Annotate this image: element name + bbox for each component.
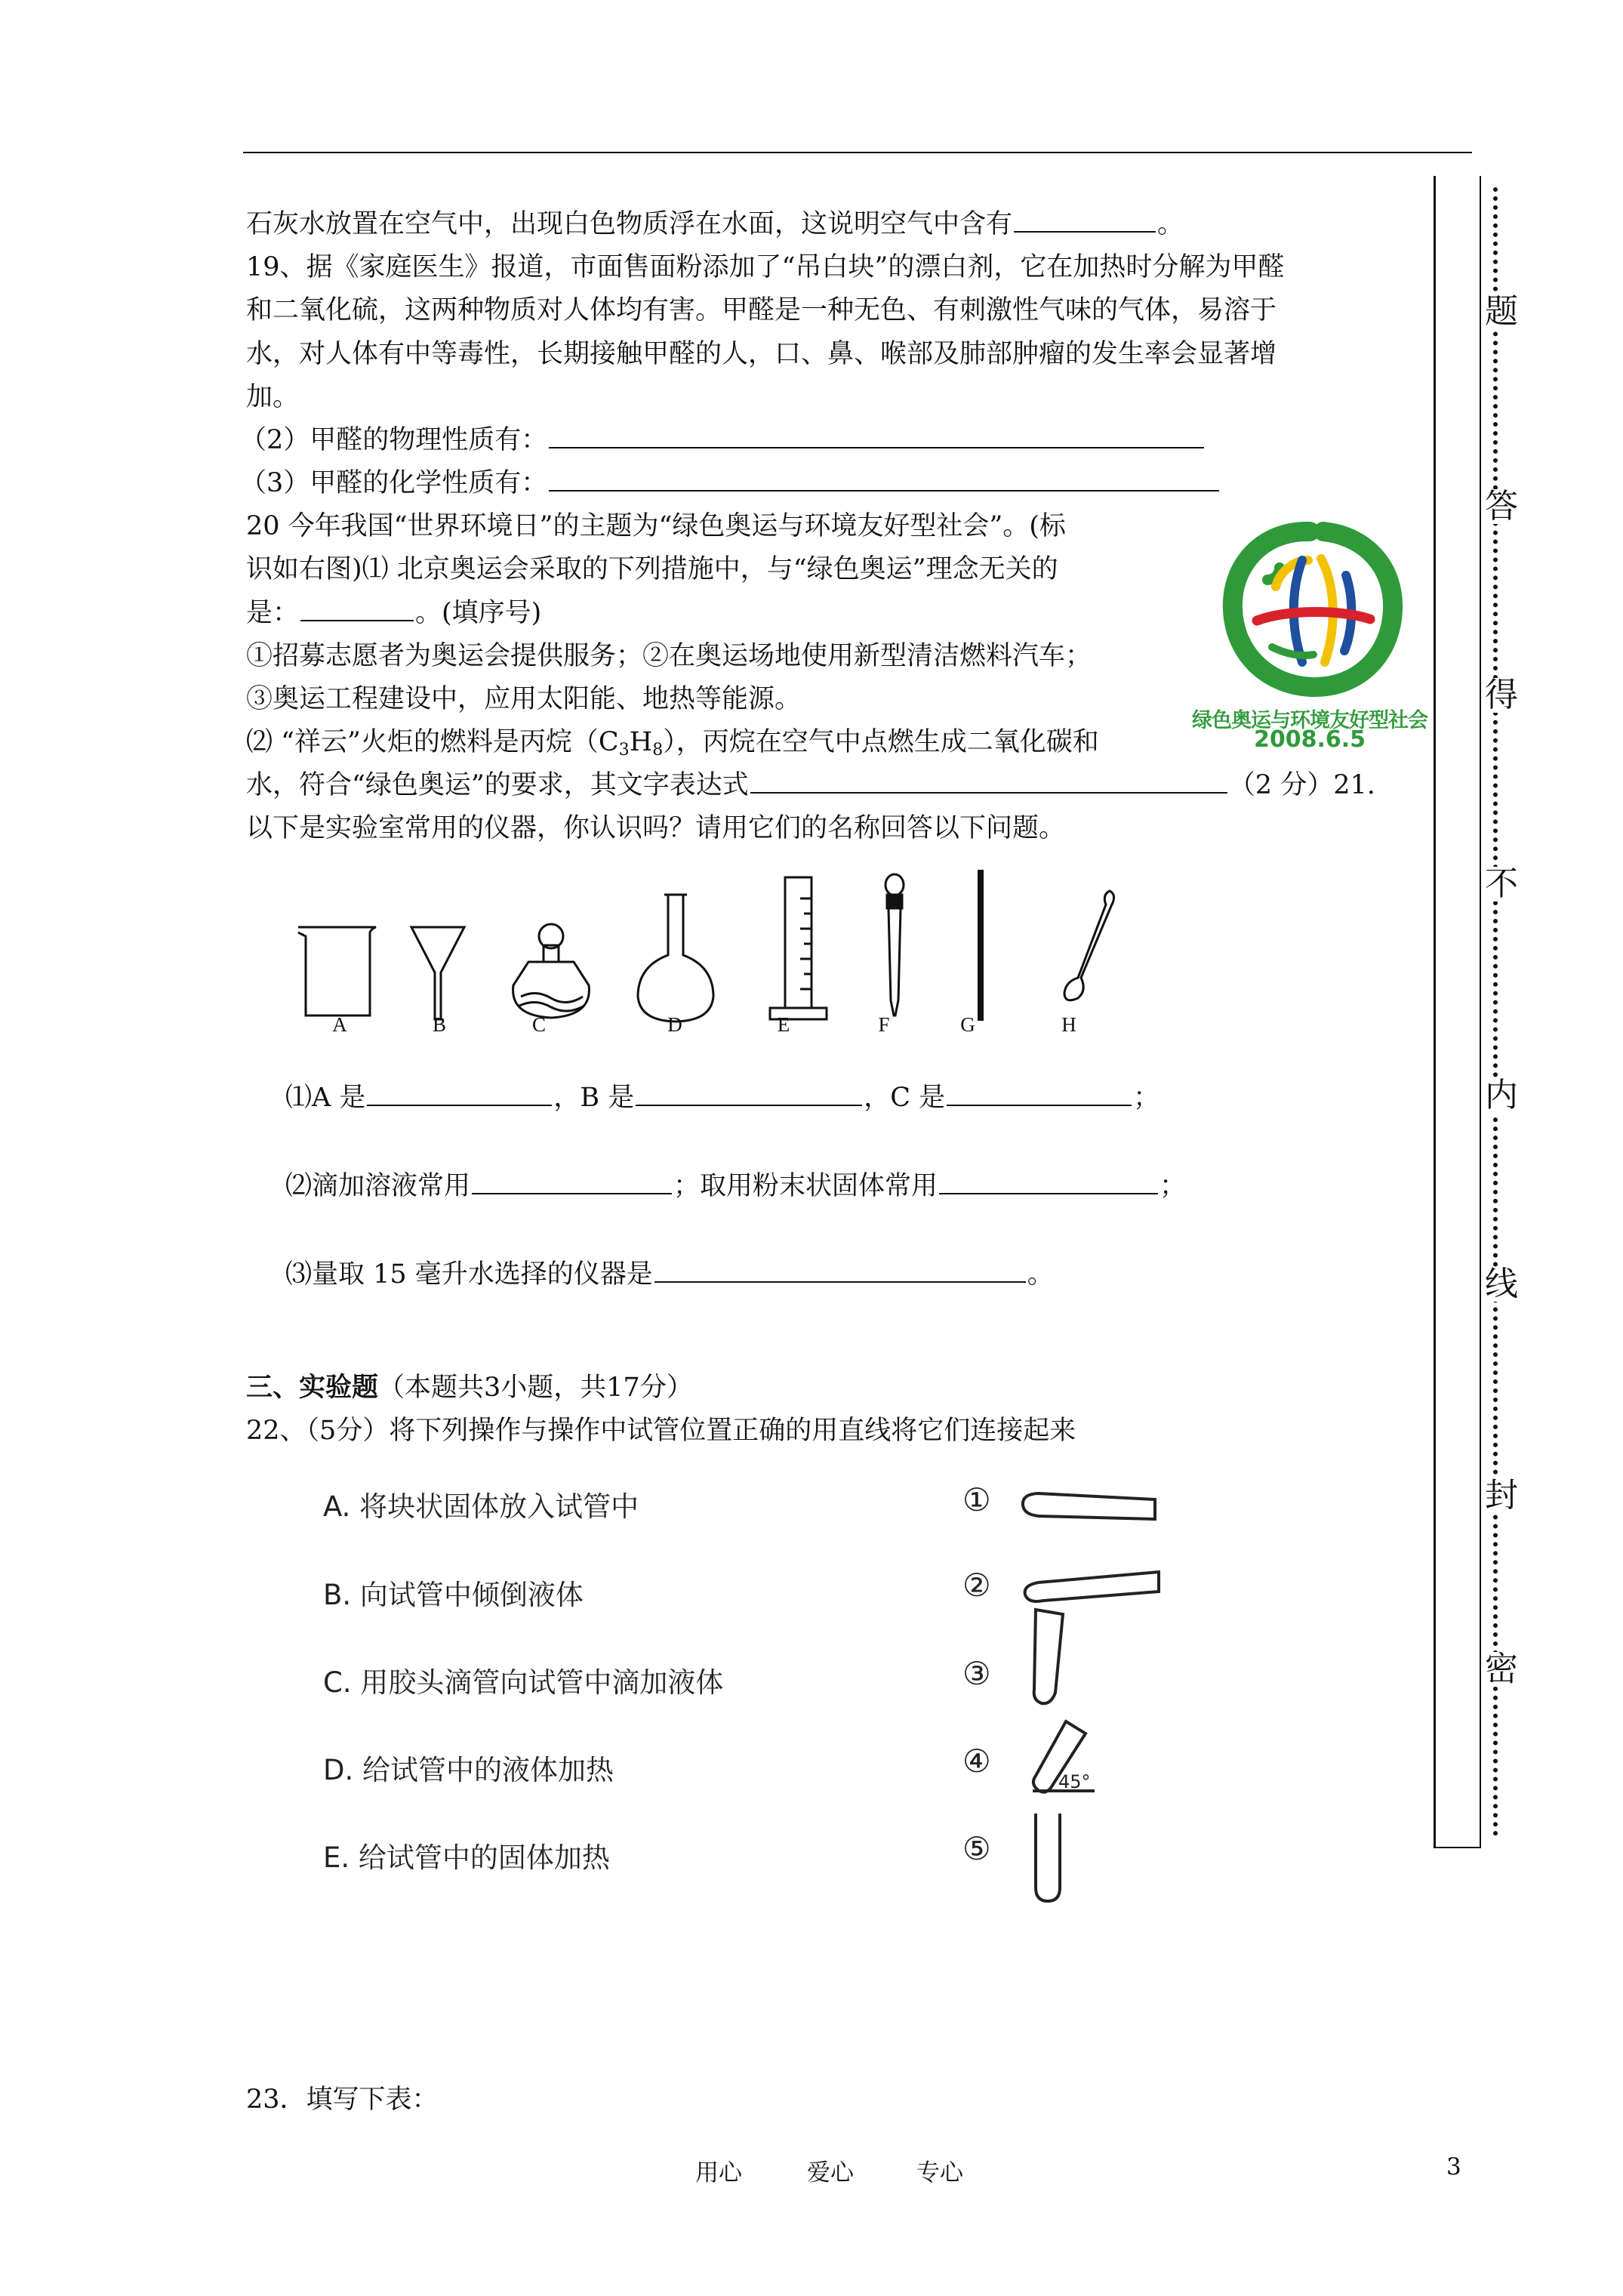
binding-dotted-line bbox=[1493, 187, 1498, 1837]
instrument-label: G bbox=[960, 1013, 975, 1036]
q19-text: 水，对人体有中等毒性，长期接触甲醛的人，口、鼻、喉部及肺部肿瘤的发生率会显著增 bbox=[246, 339, 1277, 369]
position-number: ② bbox=[962, 1567, 991, 1604]
instrument-label: A bbox=[332, 1013, 347, 1036]
binding-char: 线 bbox=[1485, 1265, 1518, 1303]
operation-item: E. 给试管中的固体加热 bbox=[323, 1841, 610, 1874]
binding-char: 答 bbox=[1485, 487, 1518, 525]
answer-blank[interactable] bbox=[549, 421, 1204, 448]
instrument-label: E bbox=[777, 1013, 790, 1036]
instrument-label: C bbox=[531, 1013, 546, 1036]
section-title: 三、实验题（本题共3小题，共17分） bbox=[246, 1372, 693, 1403]
operation-item: D. 给试管中的液体加热 bbox=[323, 1754, 614, 1786]
angle-label: 45° bbox=[1058, 1771, 1091, 1792]
position-number: ⑤ bbox=[962, 1830, 991, 1867]
instrument-label: F bbox=[878, 1013, 890, 1036]
logo-caption: 绿色奥运与环境友好型社会 bbox=[1192, 709, 1427, 732]
q21-text: 以下是实验室常用的仪器，你认识吗？请用它们的名称回答以下问题。 bbox=[246, 813, 1066, 843]
binding-frame bbox=[1434, 176, 1436, 1848]
footer-word: 专心 bbox=[916, 2159, 963, 2187]
header-rule bbox=[243, 152, 1472, 153]
answer-blank[interactable] bbox=[939, 1167, 1158, 1194]
answer-blank[interactable] bbox=[300, 594, 414, 621]
answer-blank[interactable] bbox=[367, 1079, 552, 1106]
spatula-icon bbox=[1064, 891, 1114, 1000]
answer-blank[interactable] bbox=[636, 1079, 862, 1106]
horizontal-test-tube-icon bbox=[1023, 1493, 1155, 1519]
operation-item: A. 将块状固体放入试管中 bbox=[323, 1490, 639, 1523]
position-number: ① bbox=[962, 1481, 991, 1518]
test-tube-positions bbox=[1012, 1480, 1193, 1903]
q20-text: ⑵ “祥云”火炬的燃料是丙烷$(C_3H_8)$，丙烷在空气中点燃生成二氧化碳和 bbox=[246, 727, 1099, 760]
q19-text: 19、据《家庭医生》报道，市面售面粉添加了“吊白块”的漂白剂，它在加热时分解为甲醛 bbox=[246, 252, 1285, 282]
text-line: 石灰水放置在空气中，出现白色物质浮在水面，这说明空气中含有 。 bbox=[246, 205, 1184, 244]
dropper-icon bbox=[885, 874, 904, 1015]
answer-blank[interactable] bbox=[654, 1256, 1026, 1283]
q21-part3: ⑶量取 15 毫升水选择的仪器是 。 bbox=[285, 1255, 1054, 1294]
q20-options: ①招募志愿者为奥运会提供服务；②在奥运场地使用新型清洁燃料汽车； bbox=[246, 641, 1092, 671]
answer-blank[interactable] bbox=[549, 464, 1219, 492]
round-flask-icon bbox=[638, 895, 713, 1022]
binding-char: 封 bbox=[1485, 1476, 1518, 1515]
q21-part2: ⑵滴加溶液常用 ；取用粉末状固体常用 ； bbox=[285, 1166, 1186, 1206]
answer-blank[interactable] bbox=[472, 1167, 672, 1194]
binding-frame bbox=[1434, 1847, 1480, 1848]
footer-word: 用心 bbox=[695, 2159, 742, 2187]
binding-char: 内 bbox=[1485, 1076, 1518, 1114]
instrument-label: H bbox=[1061, 1013, 1076, 1036]
graduated-cylinder-icon bbox=[770, 877, 827, 1019]
q20-text: 是： 。(填序号) bbox=[246, 593, 541, 633]
instrument-label: D bbox=[667, 1013, 682, 1036]
q21-part1: ⑴A 是 ，B 是 ，C 是 ； bbox=[285, 1078, 1160, 1117]
binding-char: 密 bbox=[1485, 1650, 1518, 1688]
q20-options: ③奥运工程建设中，应用太阳能、地热等能源。 bbox=[246, 684, 802, 714]
operation-item: B. 向试管中倾倒液体 bbox=[323, 1579, 584, 1611]
q19-text: 和二氧化硫，这两种物质对人体均有害。甲醛是一种无色、有刺激性气味的气体，易溶于 bbox=[246, 295, 1277, 325]
funnel-icon bbox=[411, 927, 464, 1019]
q19-physical: （2）甲醛的物理性质有： bbox=[240, 421, 1206, 460]
page-number: 3 bbox=[1446, 2153, 1461, 2180]
binding-char: 得 bbox=[1485, 676, 1518, 714]
q19-chemical: （3）甲醛的化学性质有： bbox=[240, 464, 1221, 503]
q22-text: 22、（5分）将下列操作与操作中试管位置正确的用直线将它们连接起来 bbox=[246, 1416, 1076, 1446]
q20-text: 20 今年我国“世界环境日”的主题为“绿色奥运与环境友好型社会”。(标 bbox=[246, 511, 1066, 541]
inverted-test-tube-icon bbox=[1034, 1610, 1063, 1703]
answer-blank[interactable] bbox=[947, 1079, 1132, 1106]
glass-rod-icon bbox=[978, 870, 984, 1021]
binding-char: 不 bbox=[1485, 864, 1518, 903]
q20-text: 识如右图)⑴ 北京奥运会采取的下列措施中，与“绿色奥运”理念无关的 bbox=[246, 554, 1058, 584]
q23-text: 23．填写下表： bbox=[246, 2085, 439, 2115]
answer-blank[interactable] bbox=[1014, 205, 1156, 233]
answer-blank[interactable] bbox=[750, 766, 1227, 794]
binding-char: 题 bbox=[1485, 292, 1518, 331]
beaker-icon bbox=[298, 927, 376, 1015]
alcohol-lamp-icon bbox=[513, 924, 590, 1018]
tilted-test-tube-icon bbox=[1025, 1572, 1159, 1601]
operation-item: C. 用胶头滴管向试管中滴加液体 bbox=[323, 1666, 724, 1699]
q19-text: 加。 bbox=[246, 382, 300, 412]
q20-text: 水，符合“绿色奥运”的要求，其文字表达式 （2 分）21. bbox=[246, 766, 1375, 805]
position-number: ④ bbox=[962, 1743, 991, 1780]
instrument-label: B bbox=[432, 1013, 446, 1036]
lab-instruments bbox=[287, 861, 1155, 1027]
binding-frame bbox=[1480, 176, 1481, 1848]
position-number: ③ bbox=[962, 1655, 991, 1692]
footer-word: 爱心 bbox=[807, 2159, 854, 2187]
logo-date: 2008.6.5 bbox=[1253, 726, 1366, 753]
upright-test-tube-icon bbox=[1036, 1814, 1060, 1901]
